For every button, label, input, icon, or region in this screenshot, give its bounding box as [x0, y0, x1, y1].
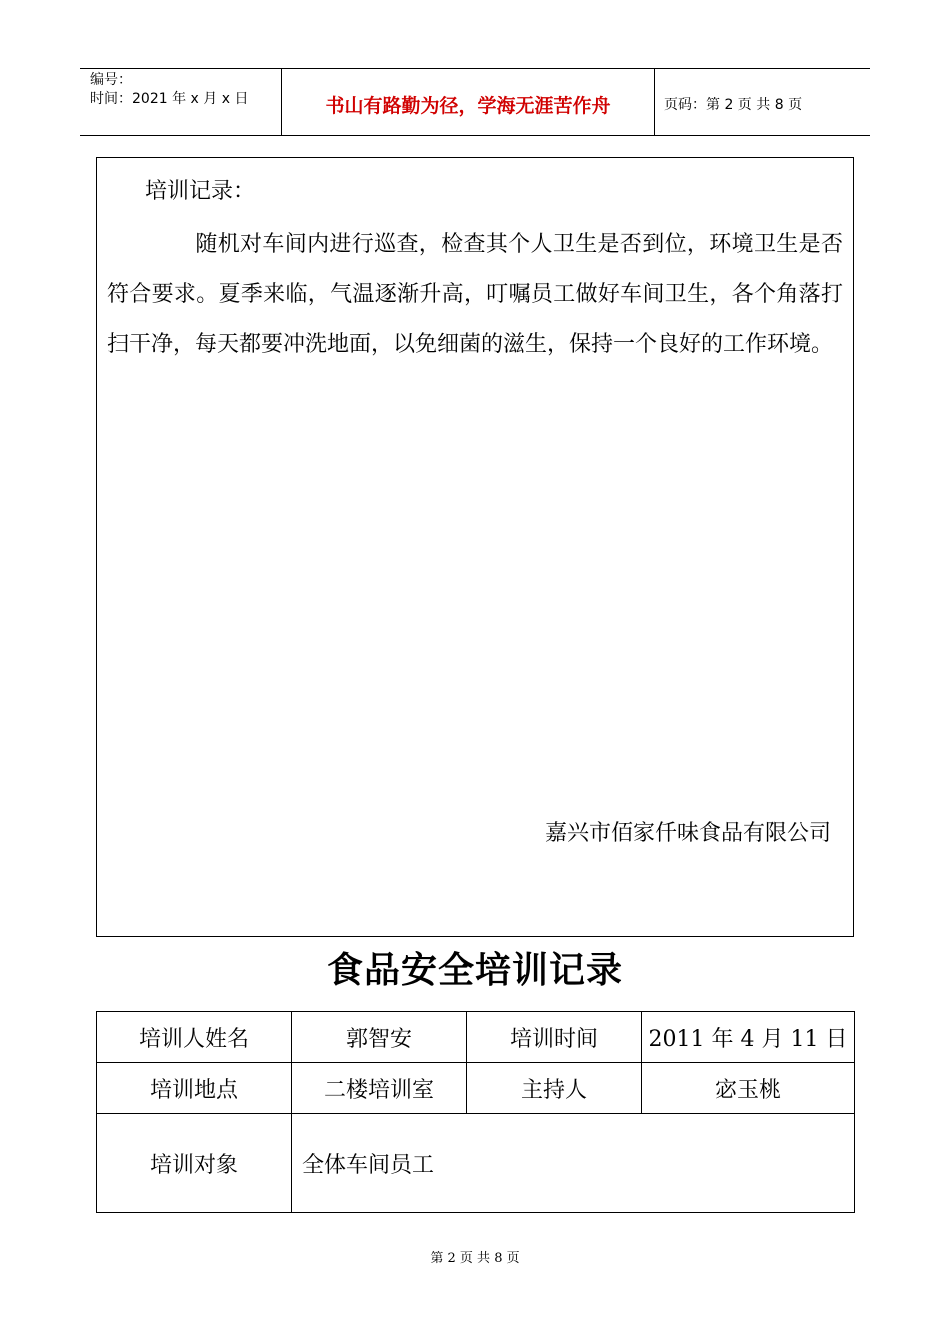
time-value: 2011 年 4 月 11 日 [642, 1012, 855, 1063]
target-value: 全体车间员工 [292, 1114, 855, 1213]
training-info-table [96, 1011, 855, 1213]
place-value: 二楼培训室 [292, 1063, 467, 1114]
trainer-value: 郭智安 [292, 1012, 467, 1063]
header-motto: 书山有路勤为径，学海无涯苦作舟 [325, 95, 611, 117]
page-header [80, 68, 870, 136]
header-page-info: 页码：第 2 页 共 8 页 [664, 97, 803, 113]
table-row [97, 1012, 855, 1063]
header-time-label: 时间：2021 年 x 月 x 日 [90, 91, 249, 107]
host-label: 主持人 [467, 1063, 642, 1114]
page-footer: 第 2 页 共 8 页 [430, 1251, 520, 1266]
host-value: 宓玉桃 [642, 1063, 855, 1114]
place-label: 培训地点 [97, 1063, 292, 1114]
target-label: 培训对象 [97, 1114, 292, 1213]
trainer-label: 培训人姓名 [97, 1012, 292, 1063]
header-meta [90, 71, 248, 109]
training-record-box [96, 157, 854, 937]
time-label: 培训时间 [467, 1012, 642, 1063]
record-label: 培训记录： [145, 179, 256, 204]
document-title: 食品安全培训记录 [326, 949, 623, 991]
table-row [97, 1063, 855, 1114]
header-divider-right [654, 69, 655, 135]
header-number-label: 编号： [90, 72, 132, 88]
record-body [107, 220, 843, 370]
table-row [97, 1114, 855, 1213]
record-body-text: 随机对车间内进行巡查，检查其个人卫生是否到位，环境卫生是否符合要求。夏季来临，气温逐渐升高，叮嘱员工做好车间卫生，各个角落打扫干净，每天都要冲洗地面，以免细菌的滋生，保持一个良好的工作环境。 [107, 232, 843, 357]
company-name: 嘉兴市佰家仟味食品有限公司 [544, 821, 831, 846]
